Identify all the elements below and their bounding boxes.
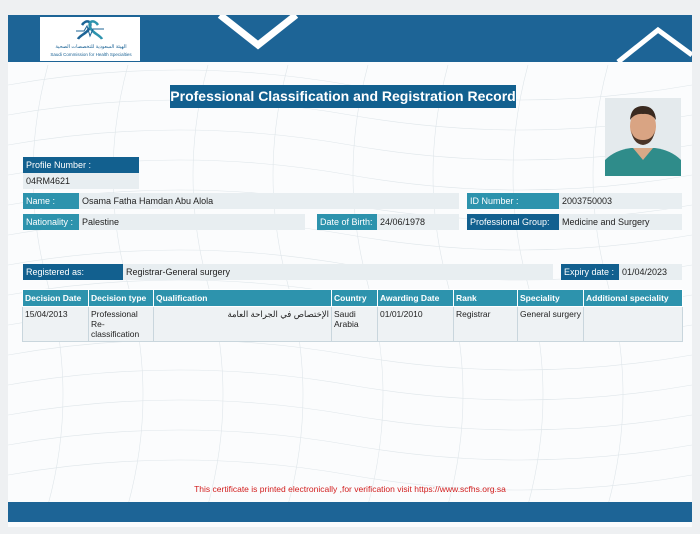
professional-group-label: Professional Group:	[467, 214, 559, 230]
certificate	[8, 15, 692, 527]
table-header-row	[23, 290, 683, 307]
nationality-label: Nationality :	[23, 214, 79, 230]
dob-value: 24/06/1978	[377, 214, 459, 230]
column-header: Awarding Date	[378, 290, 454, 307]
footer-bar	[8, 502, 692, 522]
country-cell: Saudi Arabia	[332, 307, 378, 342]
profile-number-value: 04RM4621	[23, 173, 139, 189]
logo-english-text: Saudi Commission for Health Specialties	[50, 52, 132, 57]
rank-cell: Registrar	[454, 307, 518, 342]
speciality-cell: General surgery	[518, 307, 584, 342]
qualification-cell: الإختصاص في الجراحة العامة	[154, 307, 332, 342]
id-number-label: ID Number :	[467, 193, 559, 209]
logo-arabic-text: الهيئة السعودية للتخصصات الصحية	[55, 44, 127, 50]
registered-as-label: Registered as:	[23, 264, 123, 280]
header-bar	[8, 15, 692, 62]
additional-speciality-cell	[584, 307, 683, 342]
column-header: Decision type	[89, 290, 154, 307]
column-header: Country	[332, 290, 378, 307]
table-row	[23, 307, 683, 342]
verification-note: This certificate is printed electronically ,for verification visit https://www.scfhs.org.sa	[194, 484, 506, 494]
decisions-table	[22, 289, 683, 342]
column-header: Decision Date	[23, 290, 89, 307]
dob-label: Date of Birth:	[317, 214, 377, 230]
registered-as-value: Registrar-General surgery	[123, 264, 553, 280]
guilloche-background	[8, 65, 692, 505]
awarding-date-cell: 01/01/2010	[378, 307, 454, 342]
id-number-value: 2003750003	[559, 193, 682, 209]
name-label: Name :	[23, 193, 79, 209]
name-value: Osama Fatha Hamdan Abu Alola	[79, 193, 459, 209]
logo-heart-icon	[40, 17, 140, 45]
nationality-value: Palestine	[79, 214, 305, 230]
scfhs-logo	[40, 17, 140, 61]
profile-photo	[605, 98, 681, 176]
column-header: Additional speciality	[584, 290, 683, 307]
profile-number-label: Profile Number :	[23, 157, 139, 173]
page-title: Professional Classification and Registration Record	[170, 85, 516, 108]
column-header: Rank	[454, 290, 518, 307]
decision-date-cell: 15/04/2013	[23, 307, 89, 342]
expiry-date-value: 01/04/2023	[619, 264, 682, 280]
expiry-date-label: Expiry date :	[561, 264, 619, 280]
column-header: Speciality	[518, 290, 584, 307]
column-header: Qualification	[154, 290, 332, 307]
decision-type-cell: Professional Re-classification	[89, 307, 154, 342]
professional-group-value: Medicine and Surgery	[559, 214, 682, 230]
